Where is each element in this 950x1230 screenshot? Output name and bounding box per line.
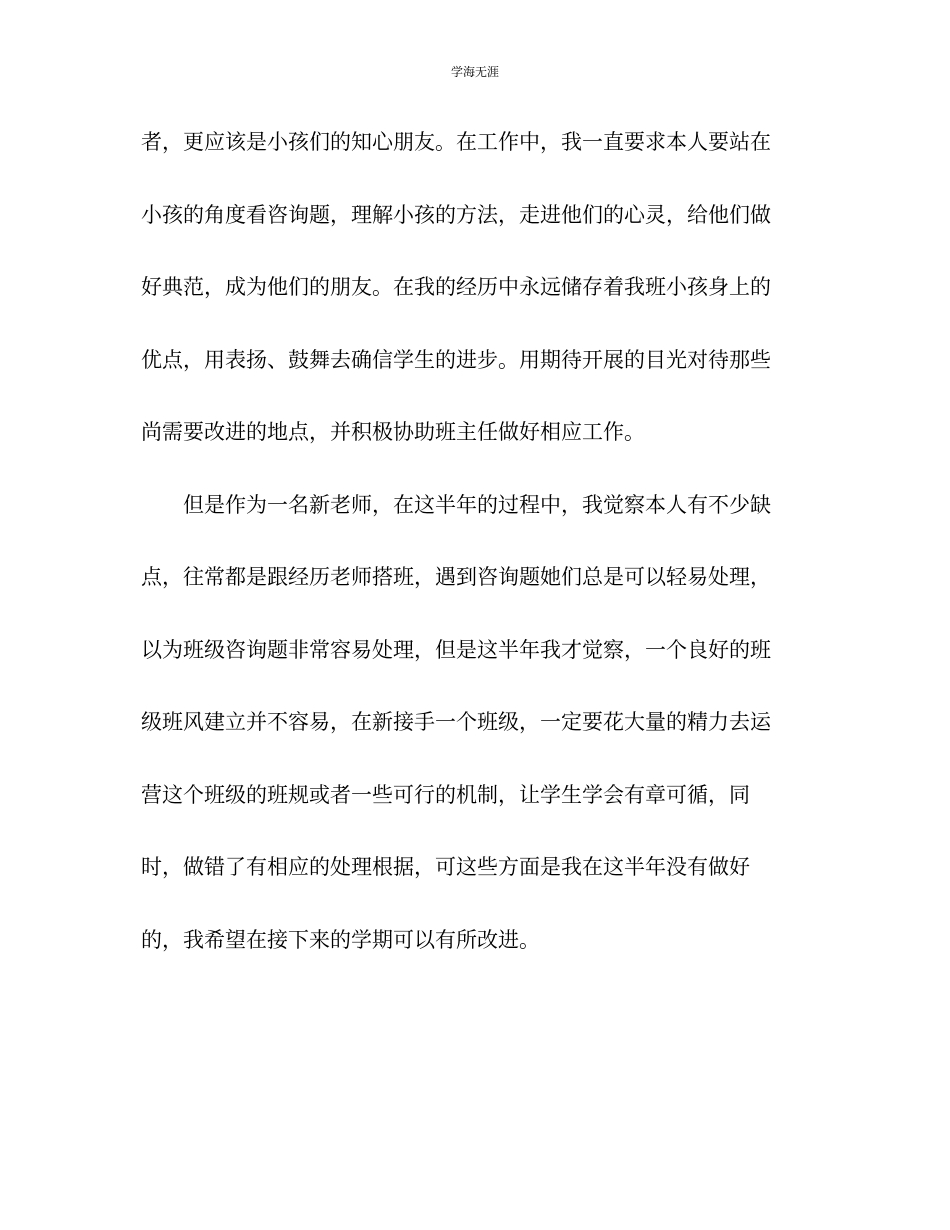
text-line: 营这个班级的班规或者一些可行的机制，让学生学会有章可循，同 — [141, 782, 750, 807]
page-header: 学海无涯 — [450, 65, 499, 79]
text-line: 者，更应该是小孩们的知心朋友。在工作中，我一直要求本人要站在 — [141, 130, 771, 154]
text-line: 点，往常都是跟经历老师搭班，遇到咨询题她们总是可以轻易处理， — [141, 565, 771, 589]
paragraph-1 — [141, 122, 801, 485]
text-line: 尚需要改进的地点，并积极协助班主任做好相应工作。 — [141, 420, 645, 444]
text-line: 时，做错了有相应的处理根据，可这些方面是我在这半年没有做好 — [141, 855, 750, 879]
paragraph-2 — [141, 485, 801, 993]
text-line: 以为班级咨询题非常容易处理，但是这半年我才觉察，一个良好的班 — [141, 637, 771, 662]
text-line: 小孩的角度看咨询题，理解小孩的方法，走进他们的心灵，给他们做 — [141, 202, 771, 227]
text-line: 优点，用表扬、鼓舞去确信学生的进步。用期待开展的目光对待那些 — [141, 347, 771, 372]
text-line: 级班风建立并不容易，在新接手一个班级，一定要花大量的精力去运 — [141, 710, 771, 734]
text-line: 好典范，成为他们的朋友。在我的经历中永远储存着我班小孩身上的 — [141, 275, 771, 299]
document-body — [141, 122, 801, 992]
text-line: 但是作为一名新老师，在这半年的过程中，我觉察本人有不少缺 — [183, 492, 771, 517]
text-line: 的，我希望在接下来的学期可以有所改进。 — [141, 927, 540, 952]
